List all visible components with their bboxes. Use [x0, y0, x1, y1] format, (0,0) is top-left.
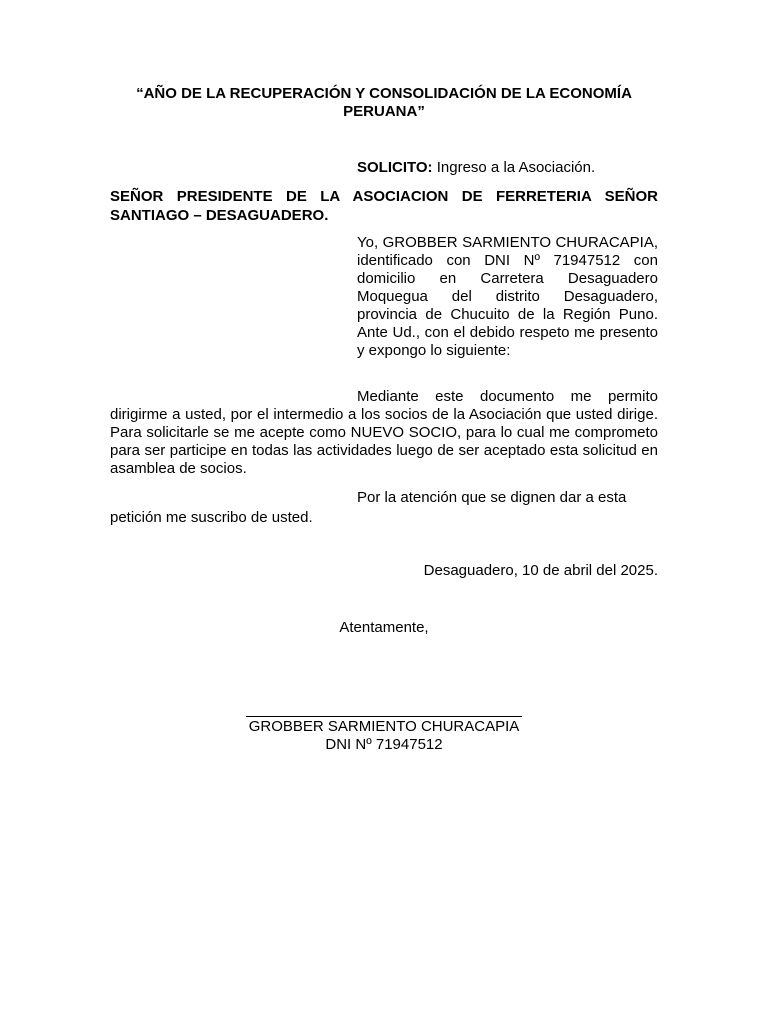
signature-name: GROBBER SARMIENTO CHURACAPIA: [248, 718, 520, 735]
closing-paragraph: Por la atención que se dignen dar a esta petición me suscribo de usted.: [110, 489, 627, 526]
body-paragraph: Mediante este documento me permito dirigirme a usted, por el intermedio a los socios de la Asociación que usted dirige. Para solicitarle se me acepte como NUEVO SOCIO, para lo cual me comprometo para ser participe en todas las actividades luego de ser aceptado esta solicitud en asamblea de socios.: [110, 388, 658, 477]
signature-line: [246, 716, 522, 717]
solicito-line: [357, 159, 658, 177]
addressee: SEÑOR PRESIDENTE DE LA ASOCIACION DE FERRETERIA SEÑOR SANTIAGO – DESAGUADERO.: [110, 188, 658, 224]
solicito-text: Ingreso a la Asociación.: [432, 159, 596, 176]
regards-line: Atentamente,: [339, 619, 429, 636]
solicito-label: SOLICITO:: [357, 159, 433, 176]
document-title: “AÑO DE LA RECUPERACIÓN Y CONSOLIDACIÓN DE LA ECONOMÍA PERUANA”: [136, 85, 632, 120]
signature-dni: DNI Nº 71947512: [325, 736, 443, 753]
date-line: Desaguadero, 10 de abril del 2025.: [423, 562, 658, 579]
intro-paragraph: Yo, GROBBER SARMIENTO CHURACAPIA, identificado con DNI Nº 71947512 con domicilio en Carretera Desaguadero Moquegua del distrito Desaguadero, provincia de Chucuito de la Región Puno. Ante Ud., con el debido respeto me presento y expongo lo siguiente:: [357, 234, 658, 359]
